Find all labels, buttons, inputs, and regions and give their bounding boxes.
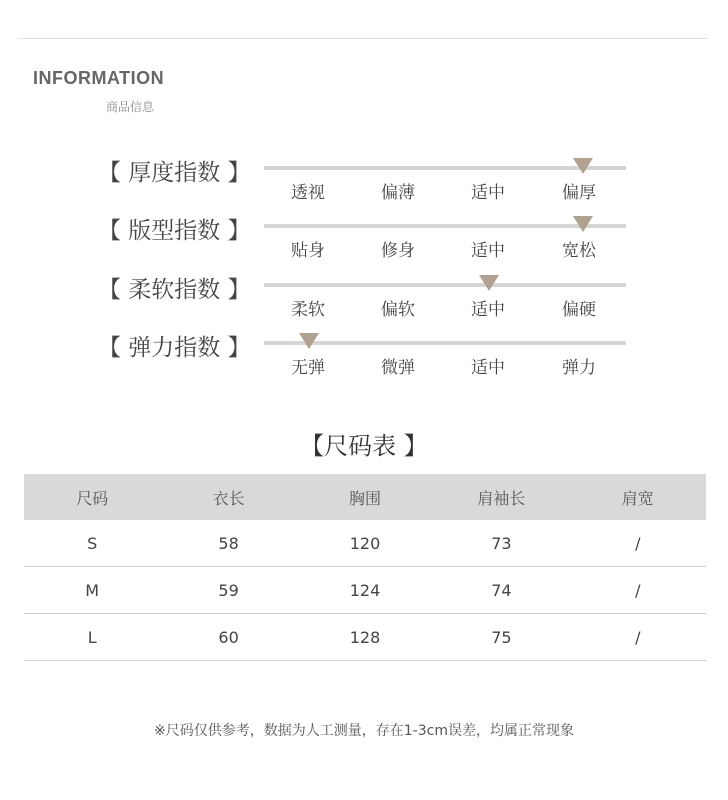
index-row-thickness xyxy=(0,160,728,210)
index-option: 透视 xyxy=(291,183,325,203)
index-bar xyxy=(264,283,626,287)
index-option: 偏薄 xyxy=(381,183,415,203)
index-option: 适中 xyxy=(471,241,505,261)
index-option: 适中 xyxy=(471,358,505,378)
table-cell: 124 xyxy=(297,567,433,614)
index-marker xyxy=(573,216,593,232)
table-row xyxy=(24,614,706,661)
index-row-softness xyxy=(0,277,728,327)
index-option: 修身 xyxy=(381,241,415,261)
index-bar xyxy=(264,224,626,228)
index-label: 【 弹力指数 】 xyxy=(98,335,251,361)
index-option: 偏软 xyxy=(381,300,415,320)
column-header: 尺码 xyxy=(24,474,160,520)
table-cell: 73 xyxy=(433,520,569,567)
table-cell: / xyxy=(570,567,706,614)
table-cell: 128 xyxy=(297,614,433,661)
column-header: 肩袖长 xyxy=(433,474,569,520)
index-option: 无弹 xyxy=(291,358,325,378)
table-cell: 59 xyxy=(160,567,296,614)
table-cell: S xyxy=(24,520,160,567)
table-row xyxy=(24,567,706,614)
index-marker xyxy=(299,333,319,349)
table-cell: / xyxy=(570,520,706,567)
index-option: 适中 xyxy=(471,183,505,203)
index-label: 【 厚度指数 】 xyxy=(98,160,251,186)
index-option: 贴身 xyxy=(291,241,325,261)
section-title: INFORMATION xyxy=(33,68,165,88)
top-divider xyxy=(18,38,708,39)
column-header: 胸围 xyxy=(297,474,433,520)
index-label: 【 柔软指数 】 xyxy=(98,277,251,303)
size-table xyxy=(24,474,706,661)
table-cell: 74 xyxy=(433,567,569,614)
index-option: 偏厚 xyxy=(562,183,596,203)
column-header: 肩宽 xyxy=(570,474,706,520)
table-cell: 75 xyxy=(433,614,569,661)
section-subtitle: 商品信息 xyxy=(106,100,155,114)
disclaimer-note: ※尺码仅供参考，数据为人工测量，存在1-3cm误差，均属正常现象 xyxy=(154,723,574,739)
table-row xyxy=(24,520,706,567)
table-header-row xyxy=(24,474,706,520)
table-cell: L xyxy=(24,614,160,661)
index-option: 宽松 xyxy=(562,241,596,261)
table-cell: 58 xyxy=(160,520,296,567)
table-cell: 60 xyxy=(160,614,296,661)
index-bar xyxy=(264,166,626,170)
index-option: 微弹 xyxy=(381,358,415,378)
index-row-fit xyxy=(0,218,728,268)
index-option: 柔软 xyxy=(291,300,325,320)
index-label: 【 版型指数 】 xyxy=(98,218,251,244)
index-option: 适中 xyxy=(471,300,505,320)
column-header: 衣长 xyxy=(160,474,296,520)
index-option: 弹力 xyxy=(562,358,596,378)
table-cell: / xyxy=(570,614,706,661)
table-cell: 120 xyxy=(297,520,433,567)
index-row-elasticity xyxy=(0,335,728,385)
index-marker xyxy=(573,158,593,174)
table-cell: M xyxy=(24,567,160,614)
index-option: 偏硬 xyxy=(562,300,596,320)
size-chart-title: 【尺码表 】 xyxy=(300,432,428,460)
index-marker xyxy=(479,275,499,291)
